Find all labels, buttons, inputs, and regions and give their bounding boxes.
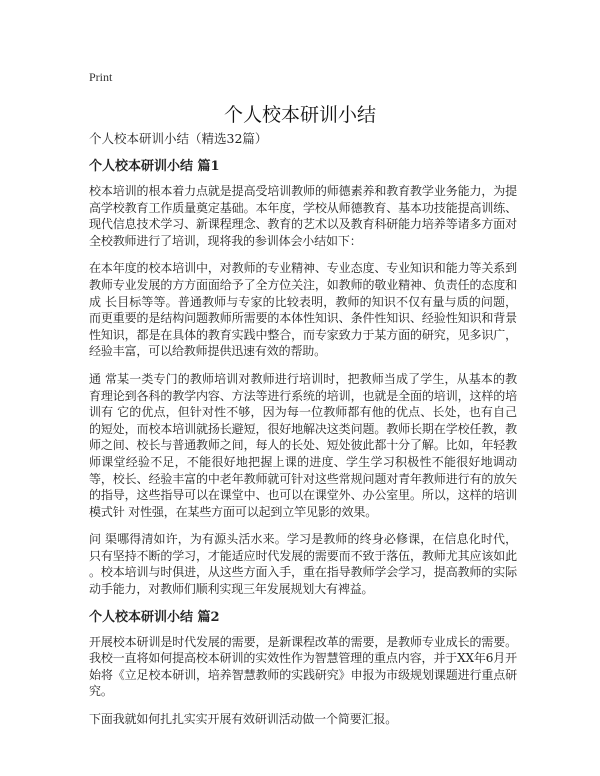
section-heading-1: 个人校本研训小结 篇1 [89, 159, 220, 174]
paragraph: 通 常某一类专门的教师培训对教师进行培训时，把教师当成了学生，从基本的教育理论到各科的教学内容、方法等进行系统的培训，也就是全面的培训，这样的培训有 它的优点，但针对性不够，因为每一位教师都有他的优点、长处，也有自己的短处，而校本培训就扬长避短，很好地解决这类问题。教师长期在学校任教，教师之间、校长与普通教师之间，每人的长处、短处彼此都十分了解。比如，年轻教师课堂经验不足，不能很好地把握上课的进度、学生学习积极性不能很好地调动等，校长、经验丰富的中老年教师就可针对这些常规问题对青年教师进行有的放矢的指导，这些指导可以在课堂中、也可以在课堂外、办公室里。所以，这样的培训模式针 对性强，在某些方面可以起到立竿见影的效果。 [89, 371, 517, 519]
section-heading-2: 个人校本研训小结 篇2 [89, 609, 220, 625]
paragraph: 校本培训的根本着力点就是提高受培训教师的师德素养和教育教学业务能力，为提高学校教育工作质量奠定基础。本年度，学校从师德教育、基本功技能提高训练、现代信息技术学习、新课程理念、教育的艺术以及教育科研能力培养等诸多方面对全校教师进行了培训，现将我的参训体会小结如下： [89, 184, 517, 248]
document-title: 个人校本研训小结 [223, 104, 376, 126]
document-body [89, 130, 517, 739]
document-subtitle: 个人校本研训小结（精选32篇） [89, 131, 268, 146]
paragraph: 下面我就如何扎扎实实开展有效研训活动做一个简要汇报。 [89, 712, 398, 727]
paragraph: 在本年度的校本培训中，对教师的专业精神、专业态度、专业知识和能力等关系到教师专业发展的方方面面给予了全方位关注，如教师的敬业精神、负责任的态度和成 长目标等等。普通教师与专家的比较表明，教师的知识不仅有量与质的问题，而更重要的是结构问题教师所需要的本体性知识、条件性知识、经验性知识和背景性知识，都是在具体的教育实践中整合，而专家致力于某方面的研究，见多识广，经验丰富，可以给教师提供迅速有效的帮助。 [89, 261, 517, 359]
paragraph: 开展校本研训是时代发展的需要，是新课程改革的需要，是教师专业成长的需要。我校一直将如何提高校本研训的实效性作为智慧管理的重点内容，并于XX年6月开始将《立足校本研训，培养智慧教师的实践研究》申报为市级规划课题进行重点研究。 [89, 634, 517, 699]
print-link[interactable]: Print [89, 70, 113, 84]
paragraph: 问 渠哪得清如许，为有源头活水来。学习是教师的终身必修课，在信息化时代，只有坚持不断的学习，才能适应时代发展的需要而不致于落伍，教师尤其应该如此 。校本培训与时俱进，从这些方面入手，重在指导教师学会学习，提高教师的实际动手能力，对教师们顺利实现三年发展规划大有裨益。 [89, 532, 517, 597]
